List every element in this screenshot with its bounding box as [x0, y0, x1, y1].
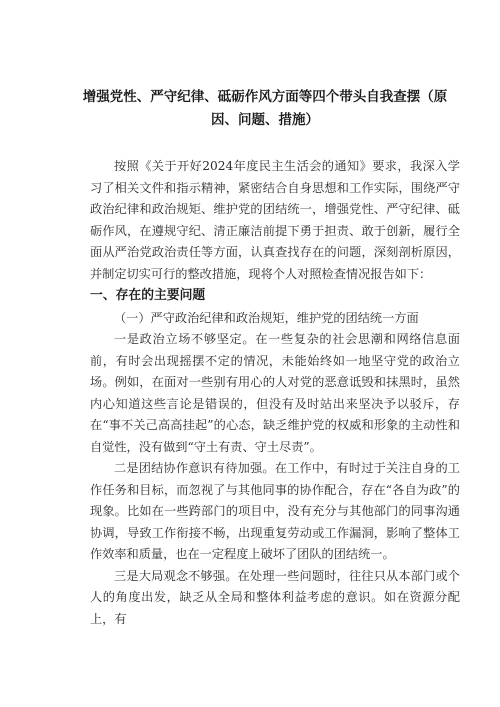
- problem-paragraph-teamwork: 二是团结协作意识有待加强。在工作中，有时过于关注自身的工作任务和目标，而忽视了与其他同事的协作配合，存在“各自为政”的现象。比如在一些跨部门的项目中，没有充分与其他部门的同事沟通协调，导致工作衔接不畅，出现重复劳动或工作漏洞，影响了整体工作效率和质量，也在一定程度上破坏了团队的团结统一。: [90, 461, 460, 561]
- section-heading-main-problems: 一、存在的主要问题: [90, 288, 206, 303]
- problem-paragraph-political-stance: 一是政治立场不够坚定。在一些复杂的社会思潮和网络信息面前，有时会出现摇摆不定的情况，未能始终如一地坚守党的政治立场。例如，在面对一些别有用心的人对党的恶意诋毁和抹黑时，虽然内心知道这些言论是错误的，但没有及时站出来坚决予以驳斥，存在“事不关己高高挂起”的心态，缺乏维护党的权威和形象的主动性和自觉性，没有做到“守土有责、守土尽责”。: [90, 332, 460, 454]
- subsection-heading-political-discipline: （一）严守政治纪律和政治规矩，维护党的团结统一方面: [114, 311, 419, 325]
- document-title: 增强党性、严守纪律、砥砺作风方面等四个带头自我查摆（原因、问题、措施）: [82, 89, 448, 128]
- intro-paragraph: 按照《关于开好2024年度民主生活会的通知》要求，我深入学习了相关文件和指示精神，紧密结合自身思想和工作实际，围绕严守政治纪律和政治规矩、维护党的团结统一，增强党性、严守纪律、砥砺作风，在遵规守纪、清正廉洁前提下勇于担责、敢于创新，履行全面从严治党政治责任等方面，认真查找存在的问题，深刻剖析原因，并制定切实可行的整改措施，现将个人对照检查情况报告如下：: [90, 159, 460, 281]
- document-body: [90, 156, 460, 630]
- problem-paragraph-big-picture: 三是大局观念不够强。在处理一些问题时，往往只从本部门或个人的角度出发，缺乏从全局和整体利益考虑的意识。如在资源分配上，有: [90, 568, 460, 626]
